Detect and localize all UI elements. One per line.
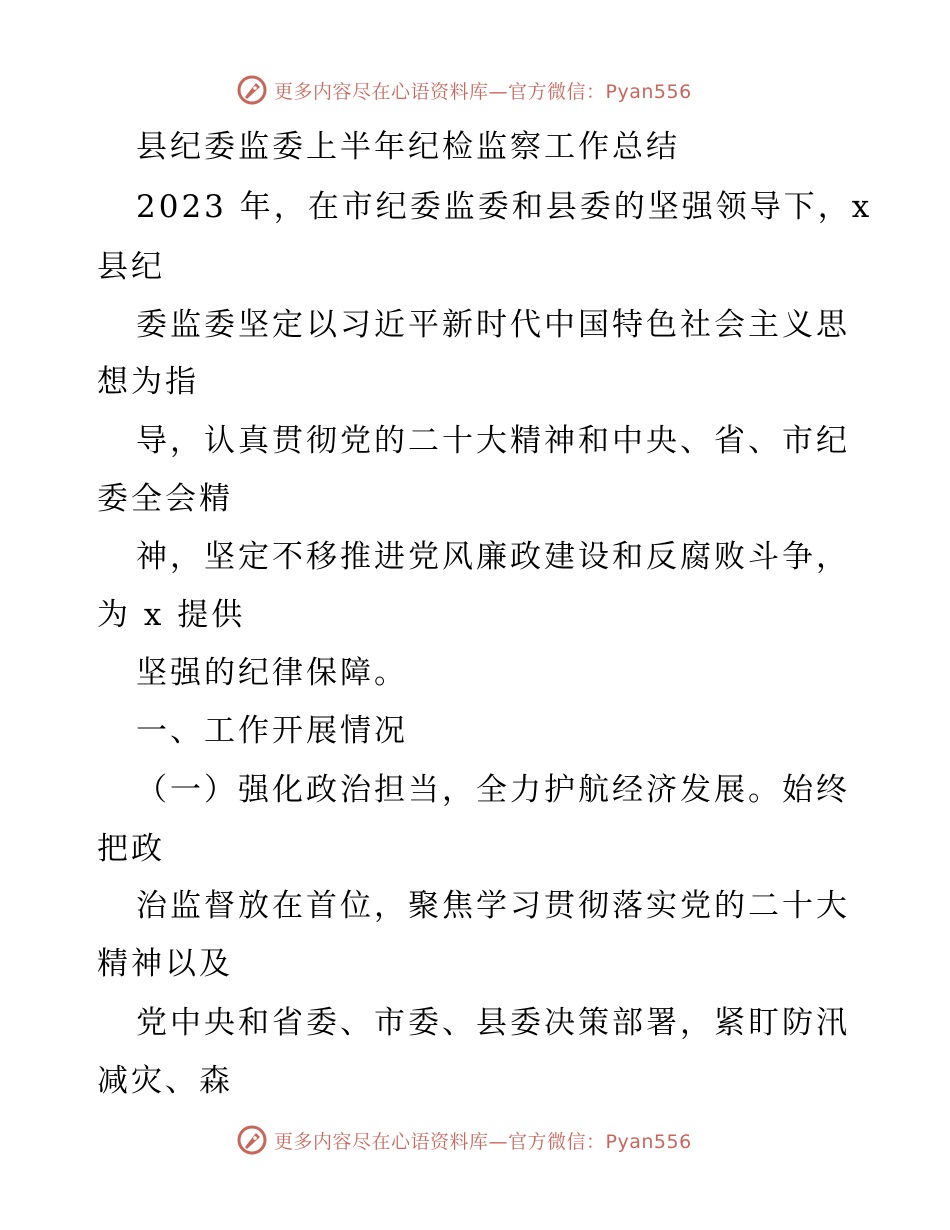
paragraph-line: 减灾、森 (97, 1063, 233, 1099)
watermark-text: 更多内容尽在心语资料库—官方微信：Pyan556 (274, 1130, 692, 1153)
paragraph-line: 2023 年，在市纪委监委和县委的坚强领导下，x (136, 189, 873, 225)
watermark-text: 更多内容尽在心语资料库—官方微信：Pyan556 (274, 80, 692, 103)
document-title: 县纪委监委上半年纪检监察工作总结 (136, 129, 680, 165)
paragraph-line: 想为指 (97, 364, 199, 400)
fountain-pen-nib-icon (236, 74, 268, 106)
footer-watermark (236, 1123, 692, 1157)
paragraph-line: 治监督放在首位，聚焦学习贯彻落实党的二十大 (136, 888, 850, 924)
section-heading: 一、工作开展情况 (136, 713, 408, 749)
paragraph-line: 神，坚定不移推进党风廉政建设和反腐败斗争， (136, 539, 850, 575)
paragraph-line: 为 x 提供 (97, 597, 246, 633)
paragraph-line: 把政 (97, 831, 165, 867)
paragraph-line: 导，认真贯彻党的二十大精神和中央、省、市纪 (136, 423, 850, 459)
header-watermark (236, 73, 692, 107)
paragraph-line: 委监委坚定以习近平新时代中国特色社会主义思 (136, 307, 850, 343)
paragraph-line: 党中央和省委、市委、县委决策部署，紧盯防汛 (136, 1005, 850, 1041)
paragraph-line: 委全会精 (97, 481, 233, 517)
paragraph-line: 精神以及 (97, 946, 233, 982)
fountain-pen-nib-icon (236, 1124, 268, 1156)
paragraph-line: 县纪 (97, 249, 165, 285)
paragraph-line: 坚强的纪律保障。 (136, 655, 408, 691)
subsection-heading: （一）强化政治担当，全力护航经济发展。始终 (136, 772, 850, 808)
